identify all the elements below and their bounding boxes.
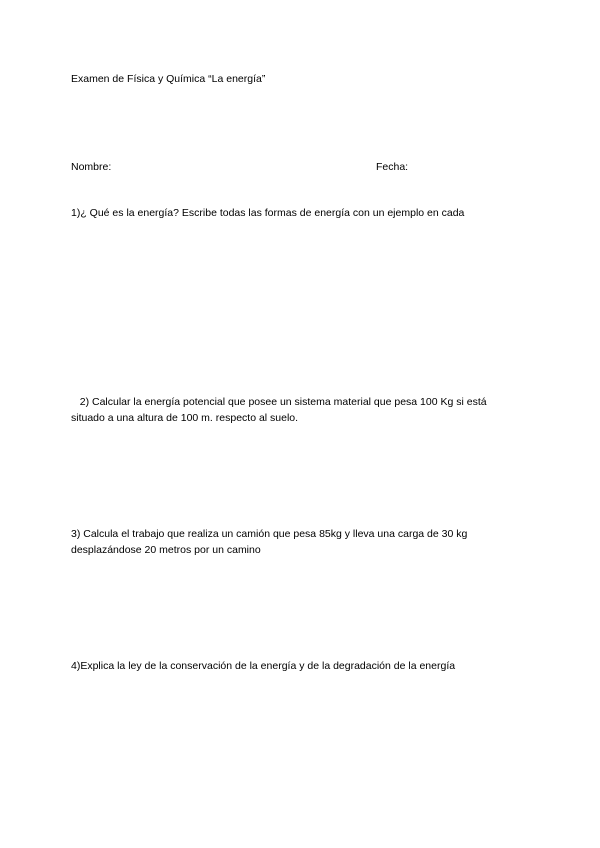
question-2-line-1: 2) Calcular la energía potencial que posee un sistema material que pesa 100 Kg si está xyxy=(71,396,487,408)
exam-title: Examen de Física y Química “La energía” xyxy=(71,73,266,85)
question-2-line-2: situado a una altura de 100 m. respecto al suelo. xyxy=(71,412,299,424)
question-3-line-1: 3) Calcula el trabajo que realiza un camión que pesa 85kg y lleva una carga de 30 kg xyxy=(71,528,468,540)
question-3-line-2: desplazándose 20 metros por un camino xyxy=(71,544,261,556)
date-field-label: Fecha: xyxy=(376,161,409,173)
name-field-label: Nombre: xyxy=(71,161,112,173)
question-1: 1)¿ Qué es la energía? Escribe todas las formas de energía con un ejemplo en cada xyxy=(71,207,465,219)
question-4: 4)Explica la ley de la conservación de la energía y de la degradación de la energía xyxy=(71,660,456,672)
